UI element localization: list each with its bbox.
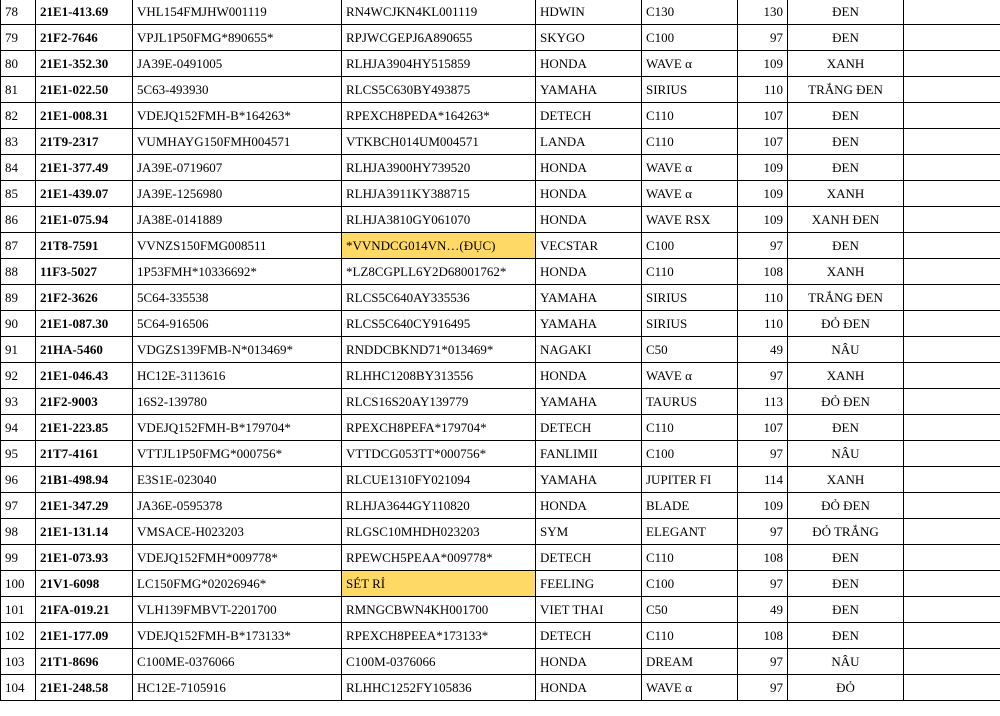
table-row	[1, 181, 1000, 207]
row-number-cell: 79	[1, 25, 36, 51]
model-cell: SIRIUS	[642, 285, 738, 311]
engine-number-cell: VDEJQ152FMH-B*179704*	[133, 415, 342, 441]
engine-capacity-cell: 113	[738, 389, 788, 415]
brand-cell: DETECH	[536, 103, 642, 129]
empty-cell	[904, 311, 1000, 337]
brand-cell: SKYGO	[536, 25, 642, 51]
brand-cell: YAMAHA	[536, 389, 642, 415]
vehicle-color-cell: ĐEN	[788, 597, 904, 623]
vehicle-color-cell: ĐEN	[788, 415, 904, 441]
vehicle-color-cell: ĐEN	[788, 571, 904, 597]
model-cell: SIRIUS	[642, 311, 738, 337]
table-row	[1, 259, 1000, 285]
table-row	[1, 441, 1000, 467]
model-cell: C100	[642, 233, 738, 259]
vehicle-color-cell: XANH	[788, 363, 904, 389]
row-number-cell: 93	[1, 389, 36, 415]
model-cell: WAVE α	[642, 155, 738, 181]
engine-capacity-cell: 109	[738, 207, 788, 233]
engine-capacity-cell: 110	[738, 77, 788, 103]
vehicle-color-cell: ĐEN	[788, 103, 904, 129]
row-number-cell: 99	[1, 545, 36, 571]
empty-cell	[904, 675, 1000, 701]
model-cell: C130	[642, 0, 738, 25]
engine-number-cell: E3S1E-023040	[133, 467, 342, 493]
frame-number-cell: RLHJA3644GY110820	[342, 493, 536, 519]
row-number-cell: 92	[1, 363, 36, 389]
engine-number-cell: JA38E-0141889	[133, 207, 342, 233]
table-row	[1, 571, 1000, 597]
empty-cell	[904, 103, 1000, 129]
table-row	[1, 25, 1000, 51]
frame-number-cell: RLGSC10MHDH023203	[342, 519, 536, 545]
row-number-cell: 95	[1, 441, 36, 467]
empty-cell	[904, 181, 1000, 207]
frame-number-cell: RLHHC1252FY105836	[342, 675, 536, 701]
row-number-cell: 96	[1, 467, 36, 493]
model-cell: C110	[642, 545, 738, 571]
empty-cell	[904, 545, 1000, 571]
vehicle-color-cell: ĐỎ	[788, 675, 904, 701]
engine-number-cell: VDEJQ152FMH-B*173133*	[133, 623, 342, 649]
row-number-cell: 100	[1, 571, 36, 597]
license-plate-cell: 21E1-073.93	[36, 545, 133, 571]
engine-capacity-cell: 109	[738, 155, 788, 181]
engine-capacity-cell: 110	[738, 285, 788, 311]
brand-cell: HONDA	[536, 207, 642, 233]
vehicle-color-cell: ĐEN	[788, 129, 904, 155]
license-plate-cell: 21E1-413.69	[36, 0, 133, 25]
engine-capacity-cell: 97	[738, 233, 788, 259]
brand-cell: FANLIMII	[536, 441, 642, 467]
license-plate-cell: 21F2-3626	[36, 285, 133, 311]
license-plate-cell: 21E1-022.50	[36, 77, 133, 103]
engine-capacity-cell: 97	[738, 649, 788, 675]
model-cell: C110	[642, 623, 738, 649]
table-row	[1, 311, 1000, 337]
vehicle-color-cell: ĐỎ ĐEN	[788, 493, 904, 519]
engine-number-cell: C100ME-0376066	[133, 649, 342, 675]
engine-number-cell: VVNZS150FMG008511	[133, 233, 342, 259]
frame-number-cell: *VVNDCG014VN…(ĐỤC)	[342, 233, 536, 259]
empty-cell	[904, 25, 1000, 51]
engine-capacity-cell: 108	[738, 259, 788, 285]
model-cell: BLADE	[642, 493, 738, 519]
table-row	[1, 467, 1000, 493]
engine-capacity-cell: 109	[738, 493, 788, 519]
vehicle-color-cell: XANH	[788, 181, 904, 207]
row-number-cell: 90	[1, 311, 36, 337]
brand-cell: DETECH	[536, 545, 642, 571]
license-plate-cell: 21E1-177.09	[36, 623, 133, 649]
table-row	[1, 77, 1000, 103]
table-row	[1, 337, 1000, 363]
model-cell: C110	[642, 103, 738, 129]
engine-capacity-cell: 108	[738, 545, 788, 571]
row-number-cell: 78	[1, 0, 36, 25]
brand-cell: YAMAHA	[536, 285, 642, 311]
engine-number-cell: VUMHAYG150FMH004571	[133, 129, 342, 155]
license-plate-cell: 21F2-7646	[36, 25, 133, 51]
frame-number-cell: RPEXCH8PEEA*173133*	[342, 623, 536, 649]
row-number-cell: 104	[1, 675, 36, 701]
license-plate-cell: 21E1-377.49	[36, 155, 133, 181]
engine-number-cell: JA39E-0491005	[133, 51, 342, 77]
row-number-cell: 81	[1, 77, 36, 103]
empty-cell	[904, 363, 1000, 389]
model-cell: C100	[642, 25, 738, 51]
frame-number-cell: RLHJA3904HY515859	[342, 51, 536, 77]
engine-number-cell: VDGZS139FMB-N*013469*	[133, 337, 342, 363]
vehicle-color-cell: ĐEN	[788, 0, 904, 25]
engine-number-cell: 5C64-335538	[133, 285, 342, 311]
engine-number-cell: LC150FMG*02026946*	[133, 571, 342, 597]
row-number-cell: 91	[1, 337, 36, 363]
vehicle-color-cell: ĐEN	[788, 233, 904, 259]
license-plate-cell: 21T7-4161	[36, 441, 133, 467]
table-row	[1, 415, 1000, 441]
table-row	[1, 285, 1000, 311]
row-number-cell: 82	[1, 103, 36, 129]
table-row	[1, 129, 1000, 155]
license-plate-cell: 21E1-248.58	[36, 675, 133, 701]
frame-number-cell: VTTDCG053TT*000756*	[342, 441, 536, 467]
engine-capacity-cell: 97	[738, 571, 788, 597]
row-number-cell: 83	[1, 129, 36, 155]
empty-cell	[904, 0, 1000, 25]
brand-cell: HONDA	[536, 363, 642, 389]
license-plate-cell: 21E1-087.30	[36, 311, 133, 337]
table-row	[1, 233, 1000, 259]
engine-capacity-cell: 109	[738, 181, 788, 207]
model-cell: C50	[642, 597, 738, 623]
model-cell: JUPITER FI	[642, 467, 738, 493]
brand-cell: HONDA	[536, 155, 642, 181]
row-number-cell: 101	[1, 597, 36, 623]
engine-capacity-cell: 109	[738, 51, 788, 77]
license-plate-cell: 21FA-019.21	[36, 597, 133, 623]
license-plate-cell: 21E1-439.07	[36, 181, 133, 207]
brand-cell: HONDA	[536, 675, 642, 701]
table-row	[1, 545, 1000, 571]
model-cell: C100	[642, 441, 738, 467]
model-cell: DREAM	[642, 649, 738, 675]
engine-number-cell: VMSACE-H023203	[133, 519, 342, 545]
license-plate-cell: 21T9-2317	[36, 129, 133, 155]
vehicle-color-cell: ĐEN	[788, 25, 904, 51]
row-number-cell: 103	[1, 649, 36, 675]
engine-capacity-cell: 49	[738, 337, 788, 363]
empty-cell	[904, 155, 1000, 181]
empty-cell	[904, 597, 1000, 623]
vehicle-color-cell: XANH	[788, 259, 904, 285]
frame-number-cell: C100M-0376066	[342, 649, 536, 675]
row-number-cell: 87	[1, 233, 36, 259]
license-plate-cell: 21E1-347.29	[36, 493, 133, 519]
row-number-cell: 94	[1, 415, 36, 441]
vehicle-color-cell: NÂU	[788, 337, 904, 363]
engine-capacity-cell: 97	[738, 519, 788, 545]
vehicle-color-cell: ĐỎ TRẮNG	[788, 519, 904, 545]
frame-number-cell: RN4WCJKN4KL001119	[342, 0, 536, 25]
table-row	[1, 155, 1000, 181]
empty-cell	[904, 493, 1000, 519]
engine-number-cell: 1P53FMH*10336692*	[133, 259, 342, 285]
table-row	[1, 51, 1000, 77]
engine-number-cell: JA39E-0719607	[133, 155, 342, 181]
model-cell: WAVE α	[642, 181, 738, 207]
empty-cell	[904, 571, 1000, 597]
brand-cell: HONDA	[536, 181, 642, 207]
empty-cell	[904, 207, 1000, 233]
engine-capacity-cell: 97	[738, 25, 788, 51]
model-cell: C100	[642, 571, 738, 597]
vehicle-color-cell: XANH	[788, 467, 904, 493]
license-plate-cell: 21B1-498.94	[36, 467, 133, 493]
empty-cell	[904, 337, 1000, 363]
table-row	[1, 493, 1000, 519]
row-number-cell: 88	[1, 259, 36, 285]
brand-cell: HONDA	[536, 493, 642, 519]
empty-cell	[904, 519, 1000, 545]
table-row	[1, 0, 1000, 25]
engine-number-cell: VDEJQ152FMH-B*164263*	[133, 103, 342, 129]
table-row	[1, 597, 1000, 623]
model-cell: ELEGANT	[642, 519, 738, 545]
frame-number-cell: VTKBCH014UM004571	[342, 129, 536, 155]
brand-cell: HONDA	[536, 259, 642, 285]
brand-cell: HONDA	[536, 649, 642, 675]
license-plate-cell: 21E1-223.85	[36, 415, 133, 441]
brand-cell: YAMAHA	[536, 311, 642, 337]
license-plate-cell: 21E1-131.14	[36, 519, 133, 545]
empty-cell	[904, 77, 1000, 103]
license-plate-cell: 11F3-5027	[36, 259, 133, 285]
empty-cell	[904, 649, 1000, 675]
empty-cell	[904, 623, 1000, 649]
engine-capacity-cell: 97	[738, 441, 788, 467]
model-cell: WAVE α	[642, 675, 738, 701]
vehicle-color-cell: ĐỎ ĐEN	[788, 311, 904, 337]
empty-cell	[904, 415, 1000, 441]
row-number-cell: 80	[1, 51, 36, 77]
brand-cell: YAMAHA	[536, 77, 642, 103]
model-cell: C110	[642, 259, 738, 285]
vehicle-color-cell: ĐEN	[788, 623, 904, 649]
license-plate-cell: 21T1-8696	[36, 649, 133, 675]
model-cell: C110	[642, 415, 738, 441]
frame-number-cell: RLCUE1310FY021094	[342, 467, 536, 493]
license-plate-cell: 21HA-5460	[36, 337, 133, 363]
row-number-cell: 102	[1, 623, 36, 649]
table-row	[1, 363, 1000, 389]
row-number-cell: 85	[1, 181, 36, 207]
table-row	[1, 389, 1000, 415]
engine-capacity-cell: 114	[738, 467, 788, 493]
frame-number-cell: RLHJA3900HY739520	[342, 155, 536, 181]
table-row	[1, 649, 1000, 675]
vehicle-color-cell: NÂU	[788, 441, 904, 467]
frame-number-cell: RPEXCH8PEDA*164263*	[342, 103, 536, 129]
model-cell: TAURUS	[642, 389, 738, 415]
frame-number-cell: RLHJA3810GY061070	[342, 207, 536, 233]
license-plate-cell: 21E1-046.43	[36, 363, 133, 389]
license-plate-cell: 21V1-6098	[36, 571, 133, 597]
frame-number-cell: RLCS5C630BY493875	[342, 77, 536, 103]
brand-cell: DETECH	[536, 415, 642, 441]
row-number-cell: 98	[1, 519, 36, 545]
brand-cell: HONDA	[536, 51, 642, 77]
empty-cell	[904, 129, 1000, 155]
engine-number-cell: VHL154FMJHW001119	[133, 0, 342, 25]
license-plate-cell: 21F2-9003	[36, 389, 133, 415]
brand-cell: LANDA	[536, 129, 642, 155]
frame-number-cell: RNDDCBKND71*013469*	[342, 337, 536, 363]
engine-number-cell: HC12E-7105916	[133, 675, 342, 701]
engine-number-cell: 16S2-139780	[133, 389, 342, 415]
engine-capacity-cell: 110	[738, 311, 788, 337]
engine-capacity-cell: 107	[738, 103, 788, 129]
brand-cell: NAGAKI	[536, 337, 642, 363]
brand-cell: VECSTAR	[536, 233, 642, 259]
row-number-cell: 97	[1, 493, 36, 519]
model-cell: C50	[642, 337, 738, 363]
table-row	[1, 623, 1000, 649]
model-cell: WAVE RSX	[642, 207, 738, 233]
frame-number-cell: RLCS16S20AY139779	[342, 389, 536, 415]
model-cell: WAVE α	[642, 51, 738, 77]
license-plate-cell: 21E1-008.31	[36, 103, 133, 129]
row-number-cell: 86	[1, 207, 36, 233]
license-plate-cell: 21E1-352.30	[36, 51, 133, 77]
engine-number-cell: 5C63-493930	[133, 77, 342, 103]
vehicle-color-cell: XANH	[788, 51, 904, 77]
brand-cell: VIET THAI	[536, 597, 642, 623]
vehicle-color-cell: ĐỎ ĐEN	[788, 389, 904, 415]
table-row	[1, 675, 1000, 701]
vehicle-color-cell: ĐEN	[788, 155, 904, 181]
engine-capacity-cell: 97	[738, 675, 788, 701]
model-cell: SIRIUS	[642, 77, 738, 103]
engine-capacity-cell: 107	[738, 129, 788, 155]
vehicle-color-cell: TRẮNG ĐEN	[788, 285, 904, 311]
engine-number-cell: VPJL1P50FMG*890655*	[133, 25, 342, 51]
table-body	[1, 0, 1000, 701]
vehicle-color-cell: XANH ĐEN	[788, 207, 904, 233]
brand-cell: HDWIN	[536, 0, 642, 25]
engine-capacity-cell: 130	[738, 0, 788, 25]
frame-number-cell: RPEXCH8PEFA*179704*	[342, 415, 536, 441]
engine-number-cell: 5C64-916506	[133, 311, 342, 337]
empty-cell	[904, 51, 1000, 77]
engine-number-cell: JA39E-1256980	[133, 181, 342, 207]
row-number-cell: 89	[1, 285, 36, 311]
vehicle-color-cell: TRẮNG ĐEN	[788, 77, 904, 103]
empty-cell	[904, 285, 1000, 311]
engine-capacity-cell: 49	[738, 597, 788, 623]
brand-cell: YAMAHA	[536, 467, 642, 493]
engine-number-cell: HC12E-3113616	[133, 363, 342, 389]
vehicle-color-cell: NÂU	[788, 649, 904, 675]
frame-number-cell: *LZ8CGPLL6Y2D68001762*	[342, 259, 536, 285]
frame-number-cell: RLHHC1208BY313556	[342, 363, 536, 389]
frame-number-cell: RPJWCGEPJ6A890655	[342, 25, 536, 51]
empty-cell	[904, 389, 1000, 415]
engine-capacity-cell: 108	[738, 623, 788, 649]
engine-number-cell: VLH139FMBVT-2201700	[133, 597, 342, 623]
frame-number-cell: RLHJA3911KY388715	[342, 181, 536, 207]
brand-cell: DETECH	[536, 623, 642, 649]
engine-number-cell: JA36E-0595378	[133, 493, 342, 519]
engine-number-cell: VDEJQ152FMH*009778*	[133, 545, 342, 571]
empty-cell	[904, 467, 1000, 493]
frame-number-cell: RMNGCBWN4KH001700	[342, 597, 536, 623]
frame-number-cell: RPEWCH5PEAA*009778*	[342, 545, 536, 571]
vehicle-color-cell: ĐEN	[788, 545, 904, 571]
table-row	[1, 519, 1000, 545]
row-number-cell: 84	[1, 155, 36, 181]
engine-number-cell: VTTJL1P50FMG*000756*	[133, 441, 342, 467]
frame-number-cell: RLCS5C640AY335536	[342, 285, 536, 311]
empty-cell	[904, 233, 1000, 259]
license-plate-cell: 21E1-075.94	[36, 207, 133, 233]
model-cell: C110	[642, 129, 738, 155]
brand-cell: SYM	[536, 519, 642, 545]
table-row	[1, 103, 1000, 129]
engine-capacity-cell: 97	[738, 363, 788, 389]
license-plate-cell: 21T8-7591	[36, 233, 133, 259]
engine-capacity-cell: 107	[738, 415, 788, 441]
model-cell: WAVE α	[642, 363, 738, 389]
empty-cell	[904, 441, 1000, 467]
table-row	[1, 207, 1000, 233]
empty-cell	[904, 259, 1000, 285]
frame-number-cell: SÉT RỈ	[342, 571, 536, 597]
brand-cell: FEELING	[536, 571, 642, 597]
frame-number-cell: RLCS5C640CY916495	[342, 311, 536, 337]
